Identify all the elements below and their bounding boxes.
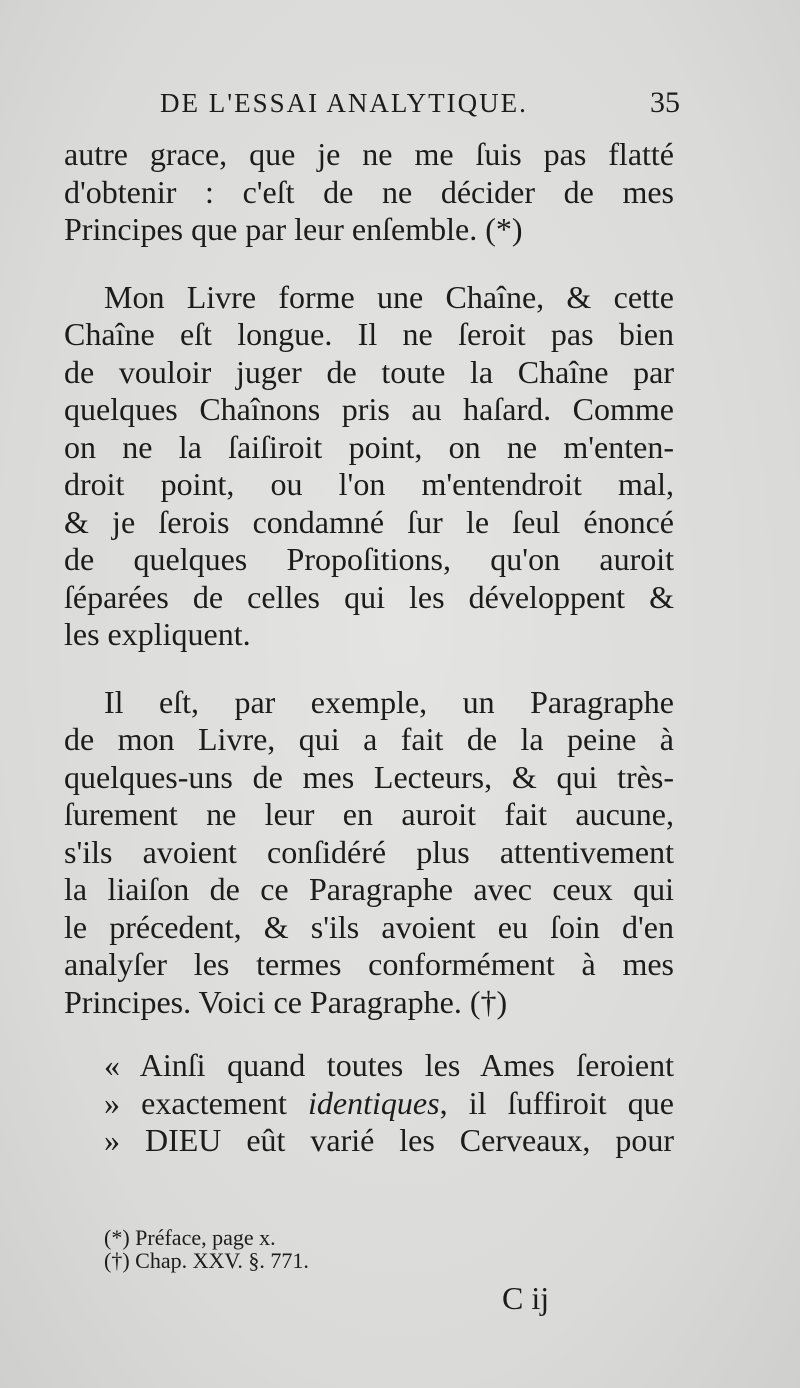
text-line: s'ils avoient conſidéré plus attentivement	[64, 833, 674, 870]
text-line: » DIEU eût varié les Cerveaux, pour	[104, 1122, 674, 1158]
footnote: (†) Chap. XXV. §. 771.	[104, 1248, 309, 1273]
text-line: analyſer les termes conformément à mes	[64, 946, 674, 982]
body-text	[64, 136, 674, 1160]
paragraph-gap	[64, 249, 674, 279]
text-line: quelques Chaînons pris au haſard. Comme	[64, 391, 674, 427]
text-line: de mon Livre, qui a fait de la peine à	[64, 721, 674, 757]
page-number: 35	[650, 86, 680, 119]
text-segment: , il ſuffiroit que	[439, 1084, 674, 1121]
footnote: (*) Préface, page x.	[104, 1225, 276, 1250]
text-line: Chaîne eſt longue. Il ne ſeroit pas bien	[64, 316, 674, 352]
text-segment: » exactement	[104, 1084, 309, 1121]
text-line: « Ainſi quand toutes les Ames ſeroient	[104, 1047, 674, 1083]
text-line: la liaiſon de ce Paragraphe avec ceux qui	[64, 871, 674, 907]
text-line: autre grace, que je ne me ſuis pas flatté	[64, 136, 674, 172]
text-line: Principes que par leur enſemble. (*)	[64, 211, 523, 247]
text-line: de quelques Propoſitions, qu'on auroit	[64, 541, 674, 577]
signature-mark: C ij	[502, 1280, 550, 1316]
paragraph-gap	[64, 654, 674, 684]
text-line: Principes. Voici ce Paragraphe. (†)	[64, 983, 508, 1020]
running-title: DE L'ESSAI ANALYTIQUE.	[160, 88, 528, 118]
paragraph-gap	[64, 1021, 674, 1047]
text-line: d'obtenir : c'eſt de ne décider de mes	[64, 173, 674, 210]
paragraph-4	[64, 1047, 674, 1160]
text-line	[64, 1085, 674, 1123]
paragraph-1	[64, 136, 674, 249]
page-header	[160, 88, 680, 128]
text-line: le précedent, & s'ils avoient eu ſoin d'en	[64, 908, 674, 945]
italic-word: identiques	[308, 1084, 440, 1121]
paragraph-2	[64, 279, 674, 654]
text-line: ſurement ne leur en auroit fait aucune,	[64, 796, 674, 832]
text-line: on ne la ſaiſiroit point, on ne m'enten-	[64, 428, 674, 465]
text-line: droit point, ou l'on m'entendroit mal,	[64, 466, 674, 502]
text-line: les expliquent.	[64, 616, 251, 652]
text-line: Mon Livre forme une Chaîne, & cette	[104, 278, 674, 315]
text-line: Il eſt, par exemple, un Paragraphe	[104, 683, 674, 720]
text-line: de vouloir juger de toute la Chaîne par	[64, 353, 674, 390]
footnotes	[104, 1226, 504, 1272]
text-line: quelques-uns de mes Lecteurs, & qui très-	[64, 758, 674, 795]
paragraph-3	[64, 684, 674, 1022]
text-line: & je ſerois condamné ſur le ſeul énoncé	[64, 503, 674, 540]
text-line: ſéparées de celles qui les développent &	[64, 578, 674, 615]
